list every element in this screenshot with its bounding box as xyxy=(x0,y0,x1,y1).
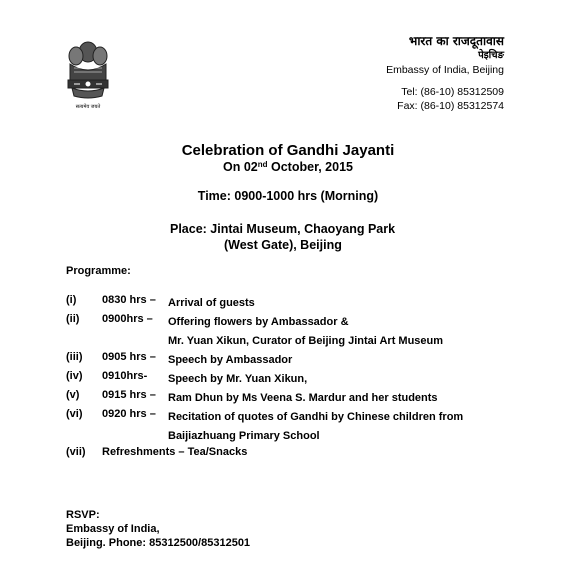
item-number: (v) xyxy=(66,389,80,401)
item-number: (iii) xyxy=(66,351,83,363)
event-title: Celebration of Gandhi Jayanti xyxy=(181,142,395,159)
fax: Fax: (86-10) 85312574 xyxy=(397,100,504,112)
event-time: Time: 0900-1000 hrs (Morning) xyxy=(197,189,379,203)
item-description: Refreshments – Tea/Snacks xyxy=(102,446,248,458)
item-time: 0920 hrs – xyxy=(102,408,156,420)
item-time: 0900hrs – xyxy=(102,313,153,325)
item-description: Offering flowers by Ambassador & Mr. Yuan Xikun, Curator of Beijing Jintai Art Museum xyxy=(168,316,444,347)
item-number: (i) xyxy=(66,294,77,306)
rsvp-organisation: Embassy of India, xyxy=(66,523,160,535)
item-number: (vii) xyxy=(66,446,86,458)
event-place: Place: Jintai Museum, Chaoyang Park (West Gate), Beijing xyxy=(170,222,396,252)
programme-heading: Programme: xyxy=(66,265,131,277)
embassy-name: Embassy of India, Beijing xyxy=(386,64,504,76)
telephone: Tel: (86-10) 85312509 xyxy=(401,86,504,98)
hindi-embassy-name: भारत का राजदूतावास xyxy=(408,34,504,48)
item-description: Speech by Mr. Yuan Xikun, xyxy=(168,373,308,385)
hindi-city-name: पेइचिङ xyxy=(478,50,504,61)
item-number: (vi) xyxy=(66,408,83,420)
rsvp-block xyxy=(66,508,250,550)
rsvp-contact: Beijing. Phone: 85312500/85312501 xyxy=(66,537,251,549)
item-time: 0830 hrs – xyxy=(102,294,156,306)
item-time: 0910hrs- xyxy=(102,370,148,382)
rsvp-label: RSVP: xyxy=(66,509,100,521)
item-description: Arrival of guests xyxy=(168,297,255,309)
item-time: 0915 hrs – xyxy=(102,389,156,401)
item-description: Ram Dhun by Ms Veena S. Mardur and her students xyxy=(168,392,438,404)
item-description: Recitation of quotes of Gandhi by Chinese children from Baijiazhuang Primary School xyxy=(168,411,464,442)
item-time: 0905 hrs – xyxy=(102,351,156,363)
item-number: (ii) xyxy=(66,313,80,325)
letterhead xyxy=(386,33,504,113)
item-number: (iv) xyxy=(66,370,83,382)
emblem-motto: सत्यमेव जयते xyxy=(75,104,101,110)
item-description: Speech by Ambassador xyxy=(168,354,293,366)
event-date: On 02nd October, 2015 xyxy=(223,160,353,174)
